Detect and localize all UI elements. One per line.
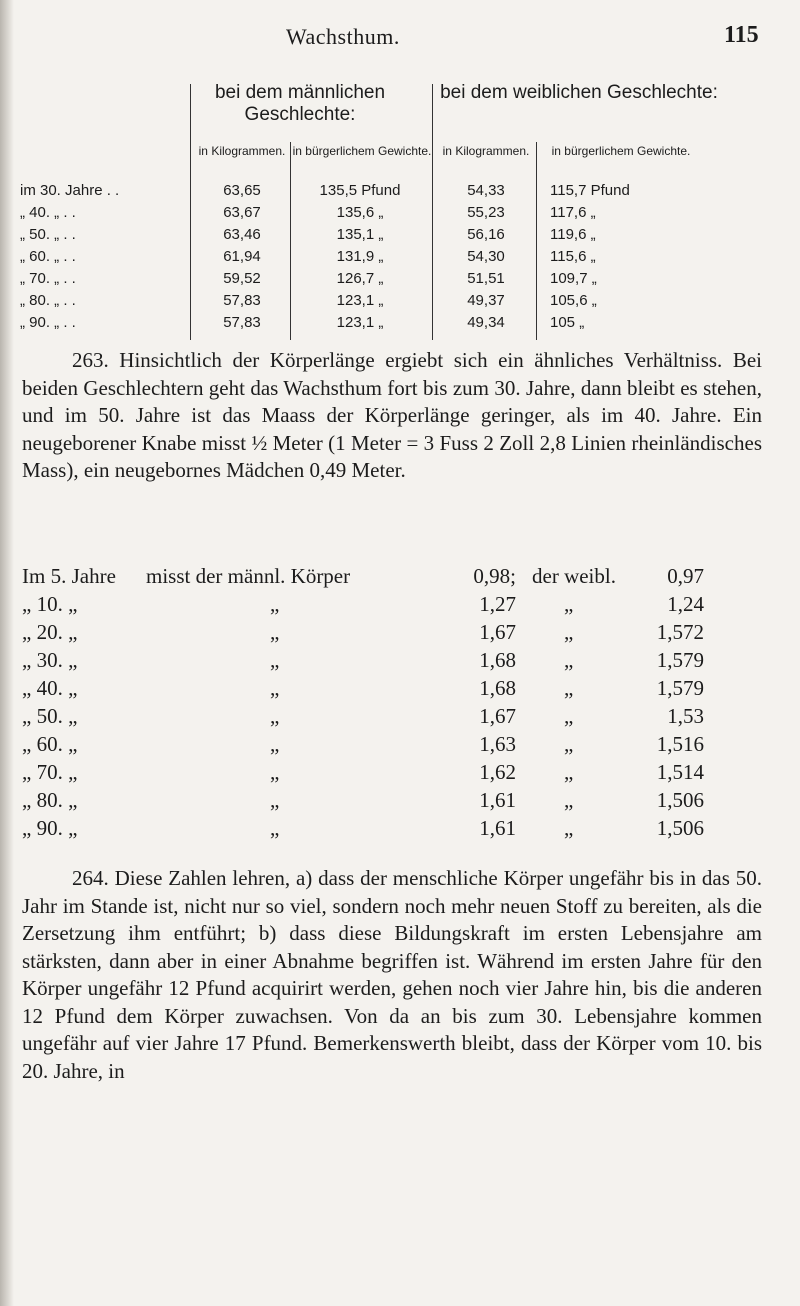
male-label: „ — [270, 760, 280, 784]
female-kg-header: in Kilogrammen. — [442, 144, 530, 158]
paragraph-number: 263. — [72, 348, 109, 372]
age-cell: „ 10. „ — [22, 592, 78, 616]
male-pf-header: in bürgerlichem Gewichte. — [292, 144, 432, 158]
age-cell: Im 5. Jahre — [22, 564, 116, 588]
table-row — [22, 592, 762, 620]
page-number: 115 — [724, 22, 759, 48]
height-table — [22, 564, 762, 844]
table-row — [22, 704, 762, 732]
age-cell: „ 90. „ . . — [20, 314, 76, 331]
male-kg-cell: 57,83 — [223, 314, 261, 331]
age-cell: „ 20. „ — [22, 620, 78, 644]
female-pf-cell: 117,6 „ — [550, 204, 596, 221]
paragraph-264 — [22, 865, 762, 1085]
male-label: misst der männl. Körper — [146, 564, 351, 588]
female-height: 1,506 — [656, 788, 704, 812]
age-cell: „ 90. „ — [22, 816, 78, 840]
age-cell: im 30. Jahre . . — [20, 182, 120, 199]
female-height: 1,506 — [656, 816, 704, 840]
female-label: „ — [564, 732, 574, 756]
male-height: 1,61 — [479, 816, 516, 840]
table-row — [20, 270, 780, 292]
age-cell: „ 80. „ . . — [20, 292, 76, 309]
table-row — [22, 732, 762, 760]
age-cell: „ 40. „ — [22, 676, 78, 700]
male-kg-header: in Kilogrammen. — [198, 144, 286, 158]
male-kg-cell: 63,46 — [223, 226, 261, 243]
female-label: „ — [564, 760, 574, 784]
age-cell: „ 40. „ . . — [20, 204, 76, 221]
female-pf-cell: 105 „ — [550, 314, 585, 331]
female-label: „ — [564, 816, 574, 840]
female-pf-cell: 105,6 „ — [550, 292, 597, 309]
female-label: „ — [564, 648, 574, 672]
female-kg-cell: 54,30 — [467, 248, 505, 265]
age-cell: „ 30. „ — [22, 648, 78, 672]
table-row — [22, 676, 762, 704]
male-pf-cell: 123,1 „ — [336, 314, 384, 331]
male-label: „ — [270, 788, 280, 812]
age-cell: „ 50. „ — [22, 704, 78, 728]
male-height: 0,98; — [473, 564, 516, 588]
female-height: 1,579 — [656, 648, 704, 672]
female-label: der weibl. — [532, 564, 616, 588]
female-label: „ — [564, 788, 574, 812]
female-pf-header: in bürgerlichem Gewichte. — [551, 144, 691, 158]
female-height: 1,514 — [656, 760, 704, 784]
male-label: „ — [270, 704, 280, 728]
table-row — [20, 204, 780, 226]
female-pf-cell: 119,6 „ — [550, 226, 596, 243]
female-height: 1,53 — [667, 704, 704, 728]
male-pf-cell: 131,9 „ — [336, 248, 384, 265]
male-label: „ — [270, 648, 280, 672]
female-kg-cell: 49,34 — [467, 314, 505, 331]
male-kg-cell: 63,65 — [223, 182, 261, 199]
male-height: 1,63 — [479, 732, 516, 756]
male-label: „ — [270, 676, 280, 700]
male-label: „ — [270, 620, 280, 644]
female-pf-cell: 115,7 Pfund — [550, 182, 630, 199]
male-height: 1,61 — [479, 788, 516, 812]
female-label: „ — [564, 704, 574, 728]
male-height: 1,68 — [479, 676, 516, 700]
female-kg-cell: 55,23 — [467, 204, 505, 221]
female-height: 1,572 — [656, 620, 704, 644]
female-group-header: bei dem weiblichen Geschlechte: — [440, 82, 718, 103]
male-pf-cell: 135,5 Pfund — [319, 182, 401, 199]
male-kg-cell: 59,52 — [223, 270, 261, 287]
female-height: 0,97 — [667, 564, 704, 588]
female-height: 1,24 — [667, 592, 704, 616]
page-header — [0, 20, 800, 60]
age-cell: „ 50. „ . . — [20, 226, 76, 243]
paragraph-number: 264. — [72, 866, 109, 890]
male-label: „ — [270, 816, 280, 840]
table-row — [22, 648, 762, 676]
male-height: 1,27 — [479, 592, 516, 616]
female-pf-cell: 115,6 „ — [550, 248, 596, 265]
male-pf-cell: 135,6 „ — [336, 204, 384, 221]
paragraph-text: Hinsichtlich der Körperlänge ergiebt sich ein ähnliches Verhältniss. Bei beiden Geschlechtern geht das Wachsthum fort bis zum 30. Jahre, dann bleibt es stehen, und im 50. Jahre ist das Maass der Körperlänge geringer, als im 40. Jahre. Ein neugeborener Knabe misst ½ Meter (1 Meter = 3 Fuss 2 Zoll 2,8 Linien rheinländisches Mass), ein neugebornes Mädchen 0,49 Meter. — [22, 348, 762, 482]
male-height: 1,62 — [479, 760, 516, 784]
table-row — [22, 564, 762, 592]
age-cell: „ 60. „ . . — [20, 248, 76, 265]
male-height: 1,67 — [479, 620, 516, 644]
male-kg-cell: 63,67 — [223, 204, 261, 221]
male-height: 1,67 — [479, 704, 516, 728]
male-label: „ — [270, 732, 280, 756]
table-row — [22, 620, 762, 648]
female-kg-cell: 56,16 — [467, 226, 505, 243]
table-row — [20, 248, 780, 270]
table-row — [22, 816, 762, 844]
male-kg-cell: 57,83 — [223, 292, 261, 309]
page-gutter-shadow — [0, 0, 14, 1306]
male-label: „ — [270, 592, 280, 616]
female-kg-cell: 54,33 — [467, 182, 505, 199]
male-pf-cell: 123,1 „ — [336, 292, 384, 309]
table-row — [20, 314, 780, 336]
table-row — [20, 226, 780, 248]
table-row — [20, 182, 780, 204]
table-row — [22, 788, 762, 816]
age-cell: „ 70. „ — [22, 760, 78, 784]
male-pf-cell: 135,1 „ — [336, 226, 384, 243]
table-row — [22, 760, 762, 788]
female-height: 1,516 — [656, 732, 704, 756]
paragraph-text: Diese Zahlen lehren, a) dass der menschliche Körper ungefähr bis in das 50. Jahr im Stande ist, nicht nur so viel, sondern noch mehr neuen Stoff zu bereiten, als die Zersetzung ihm entführt; b) dass diese Bildungskraft im ersten Lebensjahre am stärksten, dann aber in einer Abnahme begriffen ist. Während im ersten Jahre für den Körper ungefähr 12 Pfund acquirirt werden, gehen noch vier Jahre hin, bis die anderen 12 Pfund dem Körper zuwachsen. Von da an bis zum 30. Lebensjahre kommen ungefähr auf vier Jahre 17 Pfund. Bemerkenswerth bleibt, dass der Körper vom 10. bis 20. Jahre, in — [22, 866, 762, 1083]
paragraph-263 — [22, 347, 762, 485]
male-group-header: bei dem männlichen Geschlechte: — [214, 82, 386, 125]
female-height: 1,579 — [656, 676, 704, 700]
female-pf-cell: 109,7 „ — [550, 270, 597, 287]
age-cell: „ 60. „ — [22, 732, 78, 756]
age-cell: „ 80. „ — [22, 788, 78, 812]
female-label: „ — [564, 592, 574, 616]
female-kg-cell: 49,37 — [467, 292, 505, 309]
male-kg-cell: 61,94 — [223, 248, 261, 265]
female-label: „ — [564, 676, 574, 700]
female-kg-cell: 51,51 — [467, 270, 505, 287]
age-cell: „ 70. „ . . — [20, 270, 76, 287]
running-title: Wachsthum. — [286, 24, 400, 49]
table-row — [20, 292, 780, 314]
male-height: 1,68 — [479, 648, 516, 672]
male-pf-cell: 126,7 „ — [336, 270, 384, 287]
female-label: „ — [564, 620, 574, 644]
